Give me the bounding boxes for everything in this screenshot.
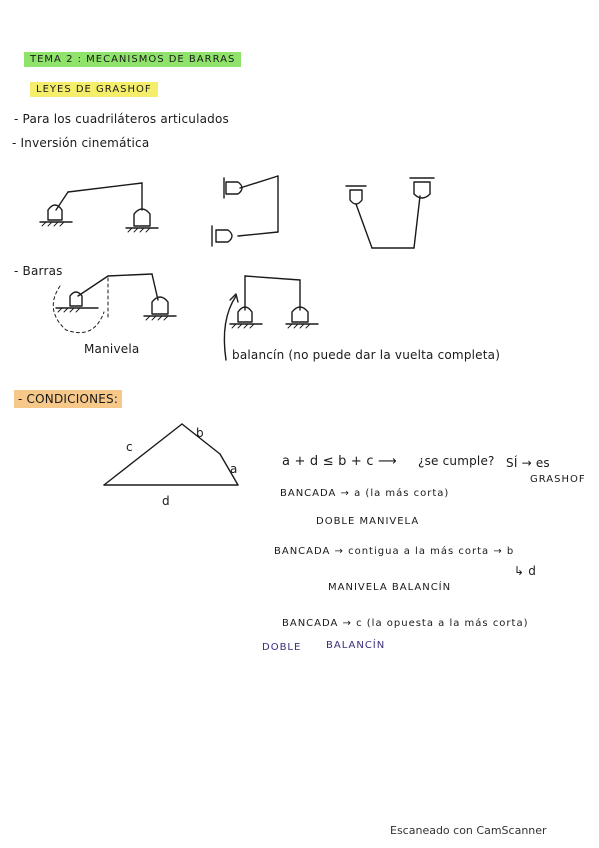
manivela-sketch xyxy=(53,274,176,333)
bullet-condiciones: - CONDICIONES: xyxy=(14,390,122,408)
rule-2-result: MANIVELA BALANCÍN xyxy=(328,582,452,593)
scanner-footer: Escaneado con CamScanner xyxy=(390,824,547,837)
grashof-label: GRASHOF xyxy=(530,474,586,485)
rule-2: BANCADA → contigua a la más corta → b xyxy=(274,546,515,557)
label-balancin: balancín (no puede dar la vuelta completa) xyxy=(232,348,501,362)
triangle-sketch xyxy=(104,424,238,485)
triangle-label-b: b xyxy=(196,426,204,440)
bullet-cuadrilateros: - Para los cuadriláteros articulados xyxy=(14,112,229,126)
rule-3-result-balancin: BALANCÍN xyxy=(326,640,386,651)
rule-1-result: DOBLE MANIVELA xyxy=(316,516,420,527)
four-bar-sketch-3 xyxy=(346,178,434,248)
grashof-question: ¿se cumple? xyxy=(418,454,495,468)
grashof-yes: SÍ → es xyxy=(506,456,550,470)
label-manivela: Manivela xyxy=(84,342,140,356)
rule-3: BANCADA → c (la opuesta a la más corta) xyxy=(282,618,529,629)
bullet-inversion: - Inversión cinemática xyxy=(12,136,150,150)
grashof-inequality: a + d ≤ b + c ⟶ xyxy=(282,454,397,469)
page-title: TEMA 2 : MECANISMOS DE BARRAS xyxy=(24,52,241,67)
bullet-barras: - Barras xyxy=(14,264,63,278)
rule-2-d: ↳ d xyxy=(514,564,537,578)
four-bar-sketch-2 xyxy=(212,176,278,246)
triangle-label-c: c xyxy=(126,440,133,454)
section-subtitle: LEYES DE GRASHOF xyxy=(30,82,158,97)
triangle-label-a: a xyxy=(230,462,238,476)
rule-1: BANCADA → a (la más corta) xyxy=(280,488,450,499)
rule-3-result-doble: DOBLE xyxy=(262,642,302,653)
four-bar-sketch-1 xyxy=(40,183,158,232)
triangle-label-d: d xyxy=(162,494,170,508)
